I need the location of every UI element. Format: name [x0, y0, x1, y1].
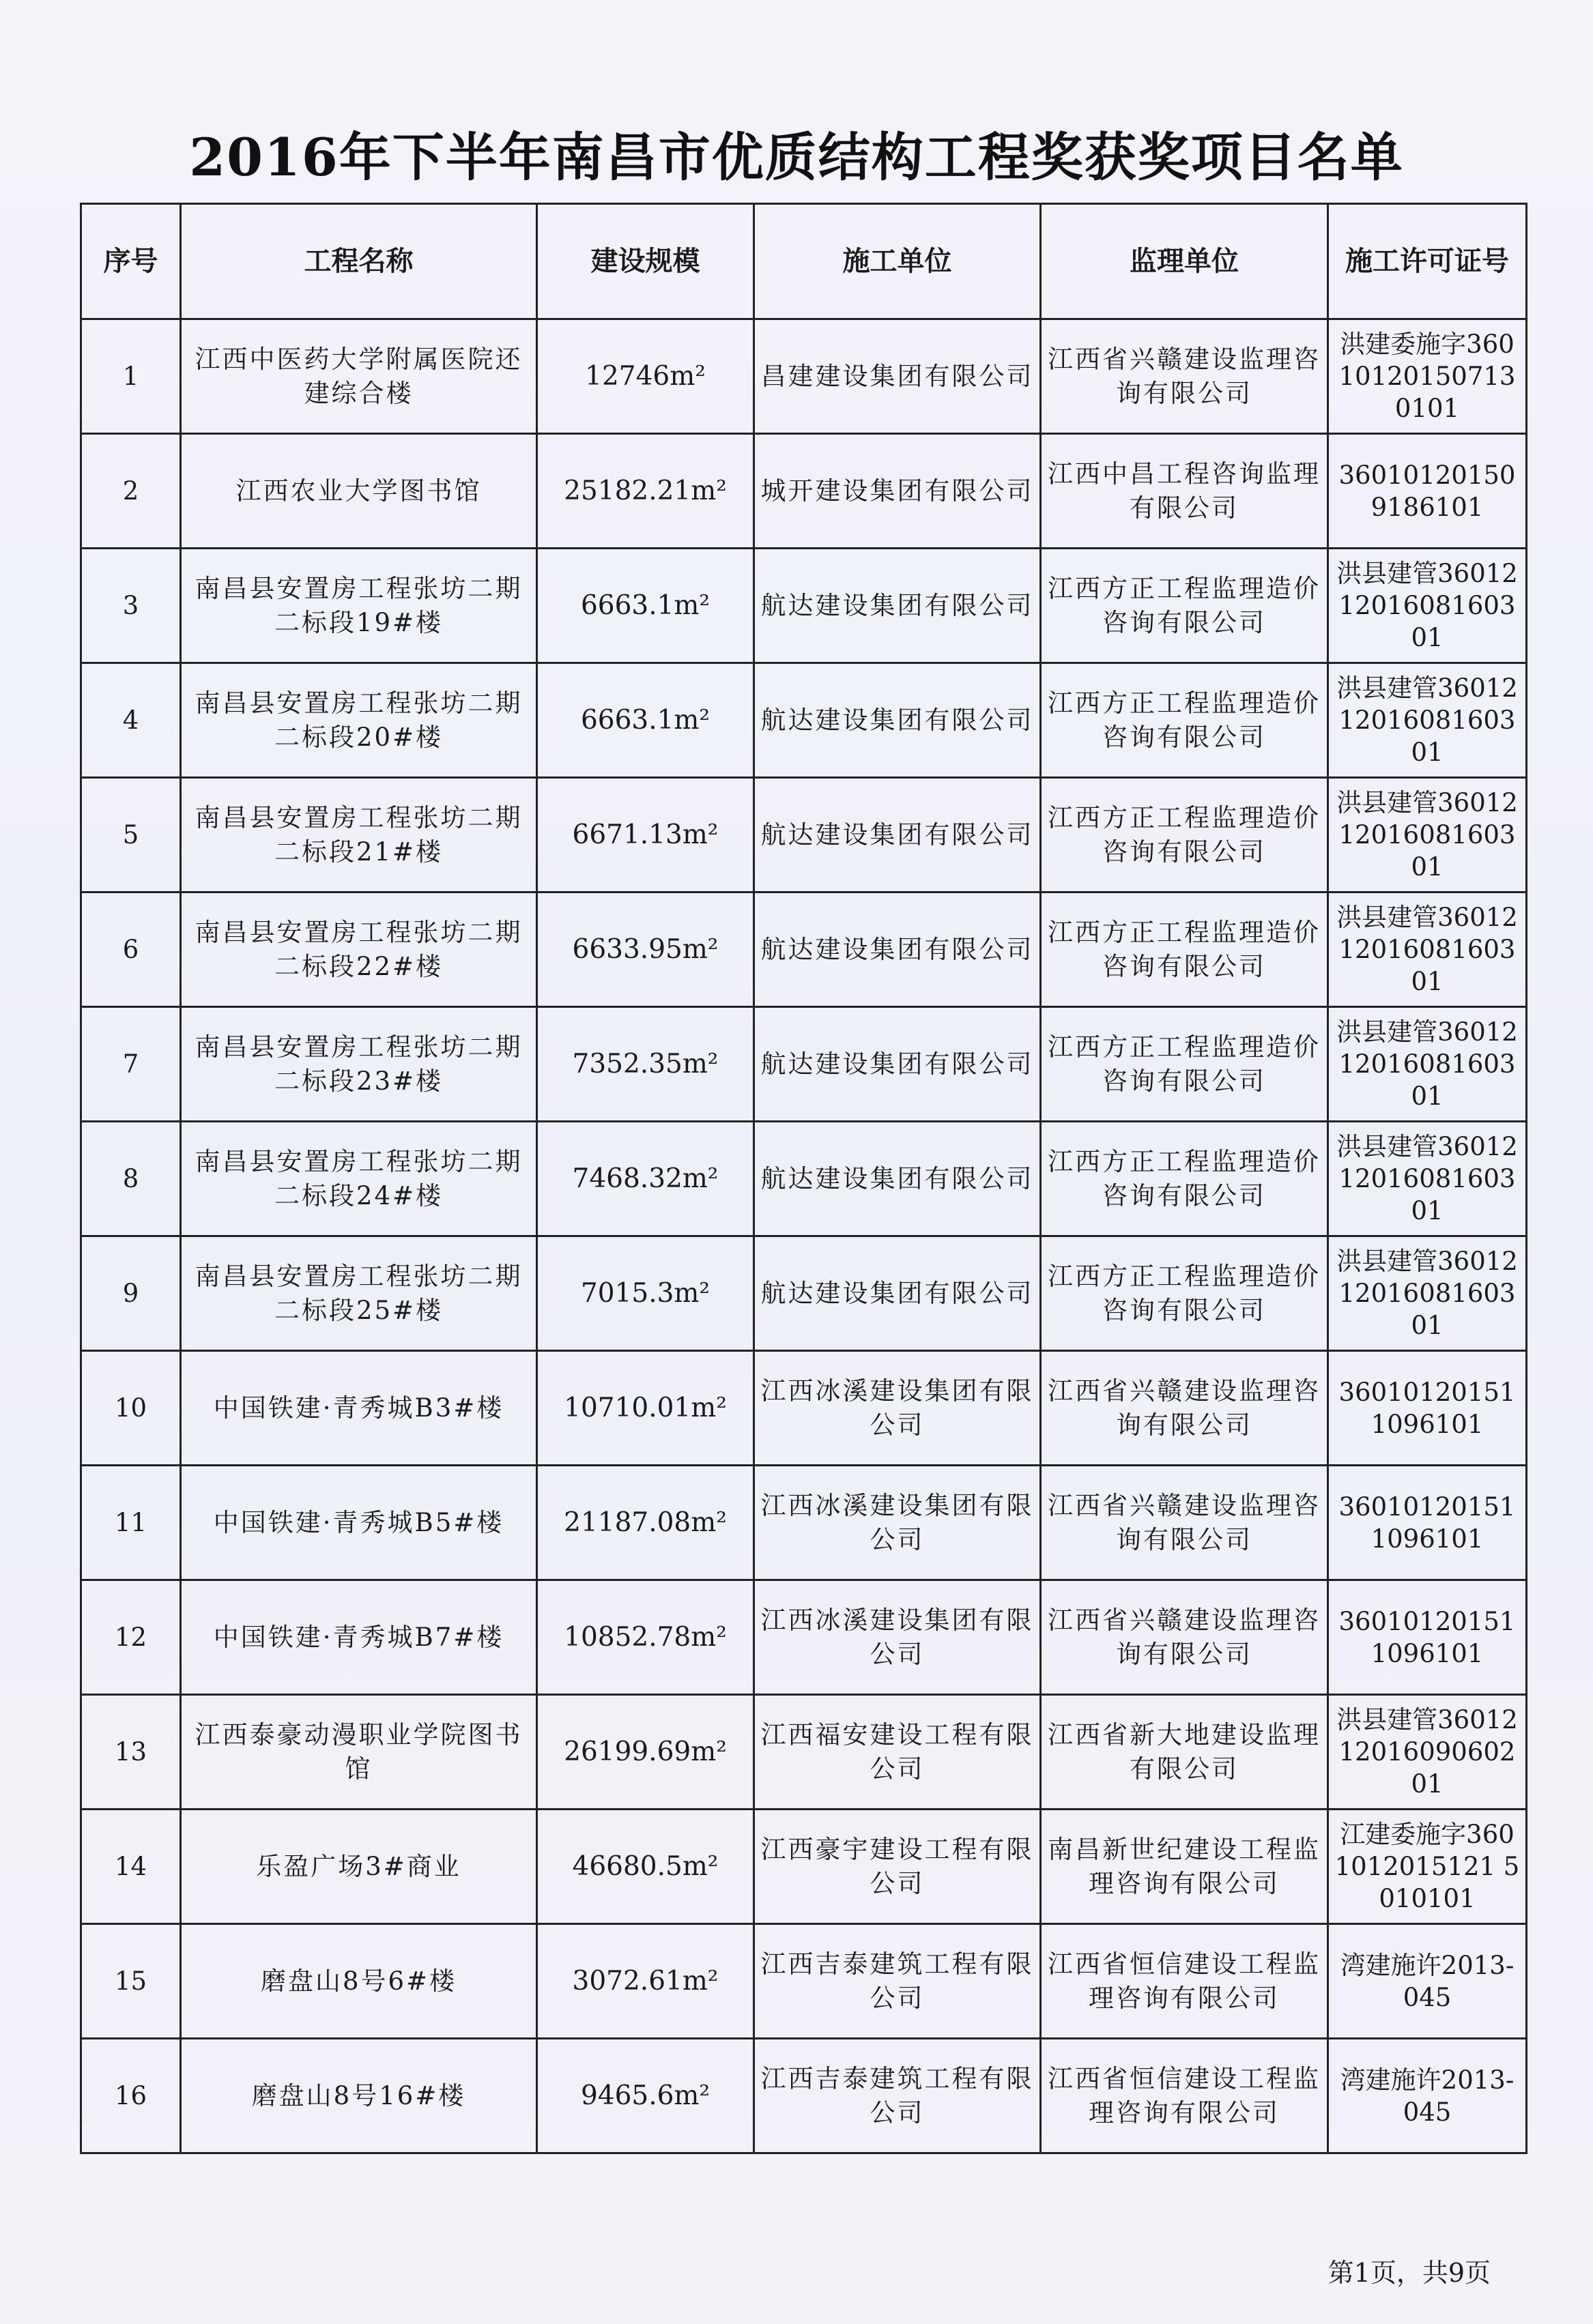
cell-contractor: 江西吉泰建筑工程有限公司	[754, 2039, 1041, 2153]
cell-permit: 洪县建管360121201608160301	[1328, 549, 1527, 663]
table-row	[81, 1580, 1527, 1695]
cell-contractor: 航达建设集团有限公司	[754, 892, 1041, 1007]
cell-permit: 洪县建管360121201608160301	[1328, 1007, 1527, 1122]
cell-scale: 3072.61m²	[537, 1924, 754, 2039]
cell-supervisor: 江西省兴赣建设监理咨询有限公司	[1041, 319, 1328, 434]
cell-permit: 洪建委施字360101201507130101	[1328, 319, 1527, 434]
cell-scale: 7468.32m²	[537, 1122, 754, 1236]
cell-permit: 洪县建管360121201609060201	[1328, 1695, 1527, 1810]
cell-scale: 25182.21m²	[537, 434, 754, 549]
header-supervisor: 监理单位	[1041, 204, 1328, 319]
table-row	[81, 549, 1527, 663]
cell-scale: 26199.69m²	[537, 1695, 754, 1810]
table-row	[81, 663, 1527, 778]
cell-project-name: 中国铁建·青秀城B7#楼	[181, 1580, 537, 1695]
cell-permit: 360101201511096101	[1328, 1580, 1527, 1695]
cell-no: 8	[81, 1122, 181, 1236]
table-row	[81, 319, 1527, 434]
cell-scale: 6663.1m²	[537, 663, 754, 778]
cell-project-name: 江西泰豪动漫职业学院图书馆	[181, 1695, 537, 1810]
page-footer: 第1页，共9页	[1328, 2258, 1491, 2288]
cell-project-name: 中国铁建·青秀城B3#楼	[181, 1351, 537, 1466]
cell-no: 7	[81, 1007, 181, 1122]
header-no: 序号	[81, 204, 181, 319]
cell-contractor: 江西冰溪建设集团有限公司	[754, 1580, 1041, 1695]
header-project-name: 工程名称	[181, 204, 537, 319]
cell-supervisor: 江西省兴赣建设监理咨询有限公司	[1041, 1466, 1328, 1580]
table-row	[81, 1122, 1527, 1236]
cell-supervisor: 江西方正工程监理造价咨询有限公司	[1041, 663, 1328, 778]
table-row	[81, 778, 1527, 892]
cell-project-name: 南昌县安置房工程张坊二期二标段24#楼	[181, 1122, 537, 1236]
cell-no: 9	[81, 1236, 181, 1351]
document-title: 2016年下半年南昌市优质结构工程奖获奖项目名单	[189, 127, 1404, 188]
cell-permit: 洪县建管360121201608160301	[1328, 892, 1527, 1007]
cell-scale: 6671.13m²	[537, 778, 754, 892]
cell-contractor: 航达建设集团有限公司	[754, 663, 1041, 778]
cell-supervisor: 江西省恒信建设工程监理咨询有限公司	[1041, 2039, 1328, 2153]
cell-contractor: 昌建建设集团有限公司	[754, 319, 1041, 434]
cell-supervisor: 江西方正工程监理造价咨询有限公司	[1041, 1007, 1328, 1122]
cell-project-name: 乐盈广场3#商业	[181, 1810, 537, 1924]
cell-supervisor: 南昌新世纪建设工程监理咨询有限公司	[1041, 1810, 1328, 1924]
cell-supervisor: 江西中昌工程咨询监理有限公司	[1041, 434, 1328, 549]
table-row	[81, 1810, 1527, 1924]
cell-project-name: 南昌县安置房工程张坊二期二标段21#楼	[181, 778, 537, 892]
cell-permit: 湾建施许2013-045	[1328, 2039, 1527, 2153]
cell-permit: 洪县建管360121201608160301	[1328, 663, 1527, 778]
cell-contractor: 航达建设集团有限公司	[754, 1007, 1041, 1122]
cell-contractor: 航达建设集团有限公司	[754, 778, 1041, 892]
cell-project-name: 南昌县安置房工程张坊二期二标段20#楼	[181, 663, 537, 778]
cell-scale: 46680.5m²	[537, 1810, 754, 1924]
cell-supervisor: 江西方正工程监理造价咨询有限公司	[1041, 778, 1328, 892]
cell-scale: 6633.95m²	[537, 892, 754, 1007]
cell-scale: 7015.3m²	[537, 1236, 754, 1351]
cell-scale: 7352.35m²	[537, 1007, 754, 1122]
table-row	[81, 1351, 1527, 1466]
cell-no: 6	[81, 892, 181, 1007]
cell-permit: 360101201511096101	[1328, 1466, 1527, 1580]
cell-contractor: 江西吉泰建筑工程有限公司	[754, 1924, 1041, 2039]
cell-contractor: 航达建设集团有限公司	[754, 1236, 1041, 1351]
cell-supervisor: 江西方正工程监理造价咨询有限公司	[1041, 549, 1328, 663]
table-row	[81, 1924, 1527, 2039]
cell-no: 1	[81, 319, 181, 434]
cell-project-name: 江西农业大学图书馆	[181, 434, 537, 549]
cell-no: 13	[81, 1695, 181, 1810]
cell-no: 12	[81, 1580, 181, 1695]
cell-contractor: 江西豪宇建设工程有限公司	[754, 1810, 1041, 1924]
cell-project-name: 磨盘山8号6#楼	[181, 1924, 537, 2039]
cell-permit: 360101201509186101	[1328, 434, 1527, 549]
table-row	[81, 1695, 1527, 1810]
cell-project-name: 江西中医药大学附属医院还建综合楼	[181, 319, 537, 434]
cell-project-name: 磨盘山8号16#楼	[181, 2039, 537, 2153]
cell-supervisor: 江西省新大地建设监理有限公司	[1041, 1695, 1328, 1810]
cell-contractor: 江西冰溪建设集团有限公司	[754, 1466, 1041, 1580]
cell-no: 4	[81, 663, 181, 778]
cell-contractor: 城开建设集团有限公司	[754, 434, 1041, 549]
cell-project-name: 南昌县安置房工程张坊二期二标段19#楼	[181, 549, 537, 663]
cell-permit: 洪县建管360121201608160301	[1328, 1236, 1527, 1351]
cell-supervisor: 江西省恒信建设工程监理咨询有限公司	[1041, 1924, 1328, 2039]
cell-scale: 10852.78m²	[537, 1580, 754, 1695]
cell-scale: 12746m²	[537, 319, 754, 434]
header-permit: 施工许可证号	[1328, 204, 1527, 319]
cell-project-name: 南昌县安置房工程张坊二期二标段22#楼	[181, 892, 537, 1007]
cell-contractor: 江西冰溪建设集团有限公司	[754, 1351, 1041, 1466]
cell-supervisor: 江西省兴赣建设监理咨询有限公司	[1041, 1351, 1328, 1466]
cell-project-name: 南昌县安置房工程张坊二期二标段25#楼	[181, 1236, 537, 1351]
cell-no: 5	[81, 778, 181, 892]
cell-no: 16	[81, 2039, 181, 2153]
cell-permit: 江建委施字3601012015121 5010101	[1328, 1810, 1527, 1924]
cell-no: 14	[81, 1810, 181, 1924]
table-row	[81, 1236, 1527, 1351]
cell-scale: 10710.01m²	[537, 1351, 754, 1466]
header-contractor: 施工单位	[754, 204, 1041, 319]
cell-contractor: 航达建设集团有限公司	[754, 1122, 1041, 1236]
table-row	[81, 1007, 1527, 1122]
cell-contractor: 江西福安建设工程有限公司	[754, 1695, 1041, 1810]
cell-permit: 湾建施许2013-045	[1328, 1924, 1527, 2039]
cell-supervisor: 江西方正工程监理造价咨询有限公司	[1041, 1236, 1328, 1351]
cell-supervisor: 江西方正工程监理造价咨询有限公司	[1041, 1122, 1328, 1236]
cell-no: 2	[81, 434, 181, 549]
cell-permit: 360101201511096101	[1328, 1351, 1527, 1466]
cell-no: 3	[81, 549, 181, 663]
cell-permit: 洪县建管360121201608160301	[1328, 1122, 1527, 1236]
table-header-row	[81, 204, 1527, 319]
table-row	[81, 1466, 1527, 1580]
table-row	[81, 434, 1527, 549]
cell-contractor: 航达建设集团有限公司	[754, 549, 1041, 663]
cell-scale: 6663.1m²	[537, 549, 754, 663]
cell-permit: 洪县建管360121201608160301	[1328, 778, 1527, 892]
awards-table	[80, 203, 1527, 2154]
cell-no: 10	[81, 1351, 181, 1466]
cell-supervisor: 江西省兴赣建设监理咨询有限公司	[1041, 1580, 1328, 1695]
table-row	[81, 2039, 1527, 2153]
cell-scale: 9465.6m²	[537, 2039, 754, 2153]
cell-no: 11	[81, 1466, 181, 1580]
cell-project-name: 中国铁建·青秀城B5#楼	[181, 1466, 537, 1580]
cell-no: 15	[81, 1924, 181, 2039]
cell-project-name: 南昌县安置房工程张坊二期二标段23#楼	[181, 1007, 537, 1122]
cell-supervisor: 江西方正工程监理造价咨询有限公司	[1041, 892, 1328, 1007]
cell-scale: 21187.08m²	[537, 1466, 754, 1580]
header-scale: 建设规模	[537, 204, 754, 319]
table-row	[81, 892, 1527, 1007]
